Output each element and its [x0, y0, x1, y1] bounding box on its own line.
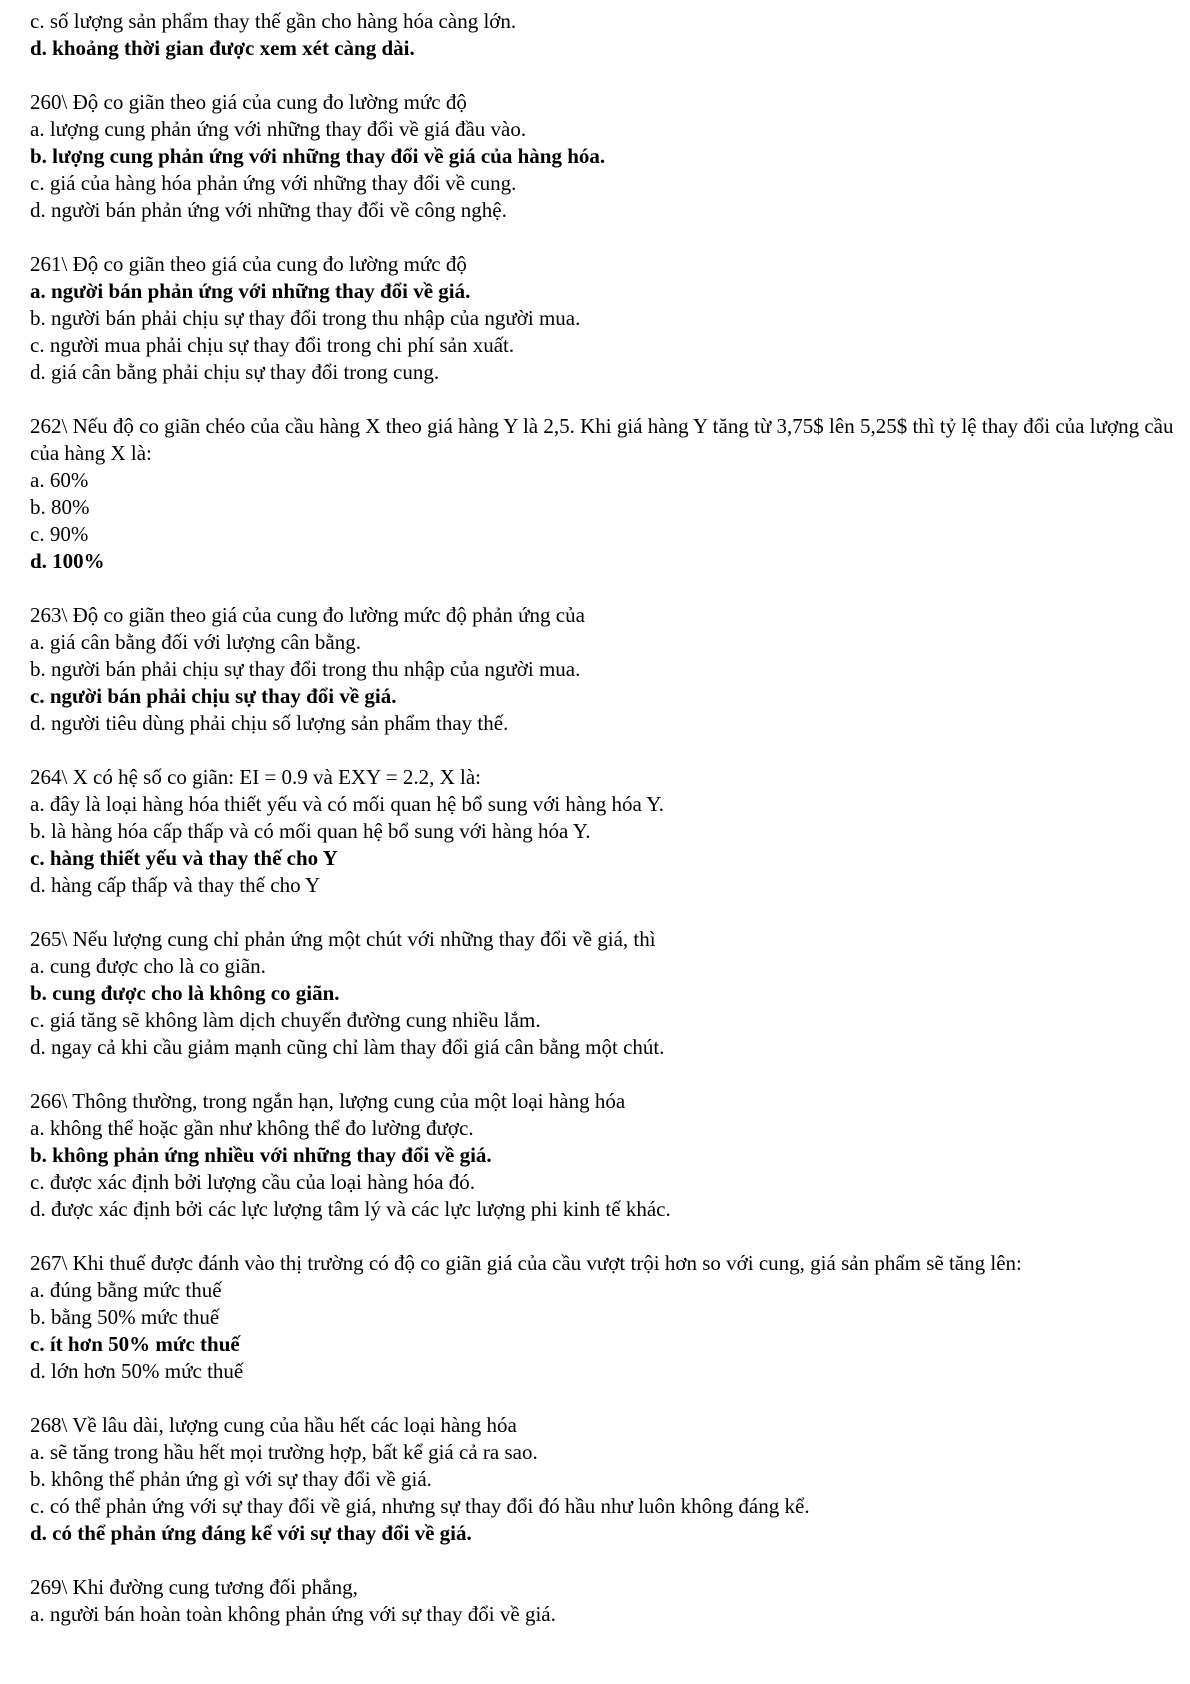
option-c: c. hàng thiết yếu và thay thế cho Y	[30, 846, 338, 870]
option-b: b. cung được cho là không co giãn.	[30, 981, 340, 1005]
question-262	[30, 413, 1175, 575]
intro-lines	[30, 8, 1175, 62]
option-d: d. lớn hơn 50% mức thuế	[30, 1359, 244, 1383]
option-b: b. bằng 50% mức thuế	[30, 1305, 220, 1329]
option-b: b. là hàng hóa cấp thấp và có mối quan hệ bổ sung với hàng hóa Y.	[30, 819, 591, 843]
option-d: d. giá cân bằng phải chịu sự thay đổi trong cung.	[30, 360, 440, 384]
option-c: c. 90%	[30, 522, 89, 546]
option-b: b. lượng cung phản ứng với những thay đổi về giá của hàng hóa.	[30, 144, 606, 168]
option-a: a. sẽ tăng trong hầu hết mọi trường hợp, bất kể giá cả ra sao.	[30, 1440, 538, 1464]
question-prompt: 265\ Nếu lượng cung chỉ phản ứng một chút với những thay đổi về giá, thì	[30, 927, 656, 951]
intro-line-d: d. khoảng thời gian được xem xét càng dài.	[30, 36, 415, 60]
question-263	[30, 602, 1175, 737]
option-d: d. 100%	[30, 549, 105, 573]
question-264	[30, 764, 1175, 899]
question-prompt: 264\ X có hệ số co giãn: EI = 0.9 và EXY = 2.2, X là:	[30, 765, 481, 789]
option-a: a. đây là loại hàng hóa thiết yếu và có mối quan hệ bổ sung với hàng hóa Y.	[30, 792, 664, 816]
option-d: d. được xác định bởi các lực lượng tâm lý và các lực lượng phi kinh tế khác.	[30, 1197, 671, 1221]
question-prompt: 262\ Nếu độ co giãn chéo của cầu hàng X theo giá hàng Y là 2,5. Khi giá hàng Y tăng từ 3,75$ lên 5,25$ thì tỷ lệ thay đổi của lượng cầu của hàng X là:	[30, 414, 1174, 465]
question-265	[30, 926, 1175, 1061]
question-266	[30, 1088, 1175, 1223]
option-a: a. giá cân bằng đối với lượng cân bằng.	[30, 630, 361, 654]
option-a: a. 60%	[30, 468, 89, 492]
option-c: c. người bán phải chịu sự thay đổi về giá.	[30, 684, 397, 708]
question-261	[30, 251, 1175, 386]
option-a: a. người bán hoàn toàn không phản ứng với sự thay đổi về giá.	[30, 1602, 556, 1626]
question-prompt: 269\ Khi đường cung tương đối phẳng,	[30, 1575, 358, 1599]
option-c: c. được xác định bởi lượng cầu của loại hàng hóa đó.	[30, 1170, 476, 1194]
option-d: d. có thể phản ứng đáng kể với sự thay đổi về giá.	[30, 1521, 472, 1545]
option-b: b. không thể phản ứng gì với sự thay đổi về giá.	[30, 1467, 432, 1491]
question-267	[30, 1250, 1175, 1385]
question-269	[30, 1574, 1175, 1628]
option-c: c. giá của hàng hóa phản ứng với những thay đổi về cung.	[30, 171, 517, 195]
question-prompt: 260\ Độ co giãn theo giá của cung đo lường mức độ	[30, 90, 467, 114]
option-d: d. người tiêu dùng phải chịu số lượng sản phẩm thay thế.	[30, 711, 509, 735]
option-a: a. không thể hoặc gần như không thể đo lường được.	[30, 1116, 474, 1140]
option-b: b. người bán phải chịu sự thay đổi trong thu nhập của người mua.	[30, 306, 581, 330]
option-c: c. có thể phản ứng với sự thay đổi về giá, nhưng sự thay đổi đó hầu như luôn không đáng kể.	[30, 1494, 810, 1518]
option-a: a. đúng bằng mức thuế	[30, 1278, 222, 1302]
option-d: d. hàng cấp thấp và thay thế cho Y	[30, 873, 321, 897]
question-prompt: 267\ Khi thuế được đánh vào thị trường có độ co giãn giá của cầu vượt trội hơn so với cung, giá sản phẩm sẽ tăng lên:	[30, 1251, 1022, 1275]
document-page	[30, 8, 1175, 1628]
option-a: a. cung được cho là co giãn.	[30, 954, 266, 978]
question-prompt: 263\ Độ co giãn theo giá của cung đo lường mức độ phản ứng của	[30, 603, 585, 627]
option-b: b. người bán phải chịu sự thay đổi trong thu nhập của người mua.	[30, 657, 581, 681]
option-a: a. lượng cung phản ứng với những thay đổi về giá đầu vào.	[30, 117, 527, 141]
option-c: c. ít hơn 50% mức thuế	[30, 1332, 240, 1356]
option-d: d. người bán phản ứng với những thay đổi về công nghệ.	[30, 198, 507, 222]
question-260	[30, 89, 1175, 224]
question-prompt: 268\ Về lâu dài, lượng cung của hầu hết các loại hàng hóa	[30, 1413, 517, 1437]
option-b: b. 80%	[30, 495, 90, 519]
question-prompt: 261\ Độ co giãn theo giá của cung đo lường mức độ	[30, 252, 467, 276]
intro-line-c: c. số lượng sản phẩm thay thế gần cho hàng hóa càng lớn.	[30, 9, 517, 33]
option-c: c. người mua phải chịu sự thay đổi trong chi phí sản xuất.	[30, 333, 515, 357]
option-d: d. ngay cả khi cầu giảm mạnh cũng chỉ làm thay đổi giá cân bằng một chút.	[30, 1035, 665, 1059]
option-b: b. không phản ứng nhiều với những thay đổi về giá.	[30, 1143, 492, 1167]
question-268	[30, 1412, 1175, 1547]
option-c: c. giá tăng sẽ không làm dịch chuyển đường cung nhiều lắm.	[30, 1008, 541, 1032]
option-a: a. người bán phản ứng với những thay đổi về giá.	[30, 279, 471, 303]
question-prompt: 266\ Thông thường, trong ngắn hạn, lượng cung của một loại hàng hóa	[30, 1089, 626, 1113]
